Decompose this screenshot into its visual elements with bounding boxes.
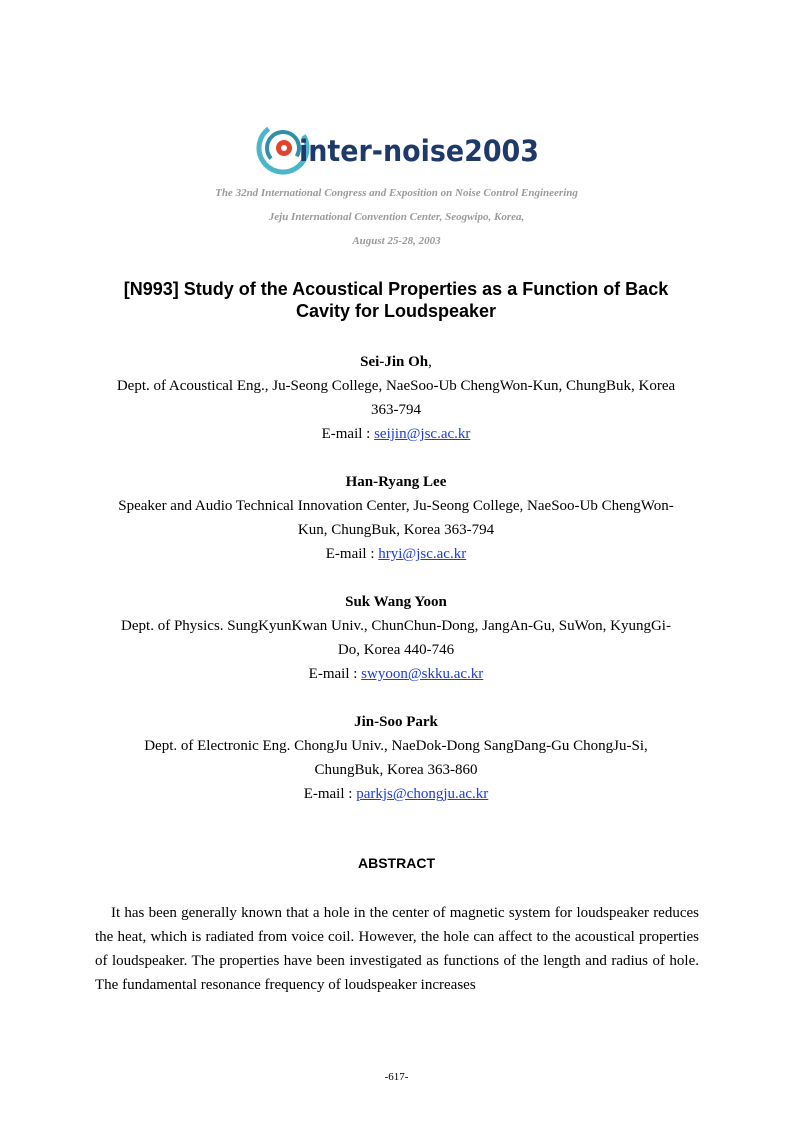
author-affiliation-line1: Dept. of Acoustical Eng., Ju-Seong College, NaeSoo-Ub ChengWon-Kun, ChungBuk, Korea [116, 378, 676, 394]
author-email-link[interactable]: swyoon@skku.ac.kr [361, 666, 484, 682]
conference-venue: Jeju International Convention Center, Seogwipo, Korea, [268, 211, 525, 223]
conference-logo [255, 118, 545, 178]
author-block [90, 470, 702, 566]
paper-title-line1: [N993] Study of the Acoustical Properties as a Function of Back [123, 279, 669, 299]
author-affiliation-line2: ChungBuk, Korea 363-860 [314, 762, 478, 778]
author-name: Sei-Jin Oh [360, 354, 429, 370]
author-block [90, 350, 702, 446]
author-affiliation-line2: 363-794 [371, 402, 421, 418]
author-affiliation-line1: Dept. of Electronic Eng. ChongJu Univ., NaeDok-Dong SangDang-Gu ChongJu-Si, [144, 738, 648, 754]
email-label: E-mail : [303, 786, 357, 802]
paper-title [96, 278, 696, 322]
author-affiliation-line1: Speaker and Audio Technical Innovation Center, Ju-Seong College, NaeSoo-Ub ChengWon- [118, 498, 674, 514]
abstract-heading: ABSTRACT [358, 855, 435, 871]
author-email-link[interactable]: parkjs@chongju.ac.kr [356, 786, 489, 802]
author-email-link[interactable]: hryi@jsc.ac.kr [378, 546, 467, 562]
author-name: Han-Ryang Lee [345, 474, 447, 490]
author-affiliation-line2: Kun, ChungBuk, Korea 363-794 [297, 522, 495, 538]
conference-dates: August 25-28, 2003 [352, 235, 441, 247]
author-block [90, 710, 702, 806]
author-name: Suk Wang Yoon [345, 594, 447, 610]
email-label: E-mail : [321, 426, 375, 442]
page-number: -617- [384, 1071, 409, 1083]
logo-wordmark: inter-noise2003 [299, 134, 539, 168]
author-block [90, 590, 702, 686]
conference-name: The 32nd International Congress and Exposition on Noise Control Engineering [215, 187, 578, 199]
author-affiliation-line1: Dept. of Physics. SungKyunKwan Univ., ChunChun-Dong, JangAn-Gu, SuWon, KyungGi- [121, 618, 671, 634]
author-name-suffix: , [428, 354, 432, 370]
abstract-text: It has been generally known that a hole in the center of magnetic system for loudspeaker reduces the heat, which is radiated from voice coil. However, the hole can affect to the acoustical properties of loudspeaker. The properties have been investigated as functions of the length and radius of hole. The fundamental resonance frequency of loudspeaker increases [95, 905, 699, 993]
author-affiliation-line2: Do, Korea 440-746 [337, 642, 455, 658]
author-email-link[interactable]: seijin@jsc.ac.kr [374, 426, 471, 442]
email-label: E-mail : [308, 666, 362, 682]
email-label: E-mail : [325, 546, 379, 562]
author-name: Jin-Soo Park [354, 714, 438, 730]
paper-title-line2: Cavity for Loudspeaker [295, 301, 497, 321]
